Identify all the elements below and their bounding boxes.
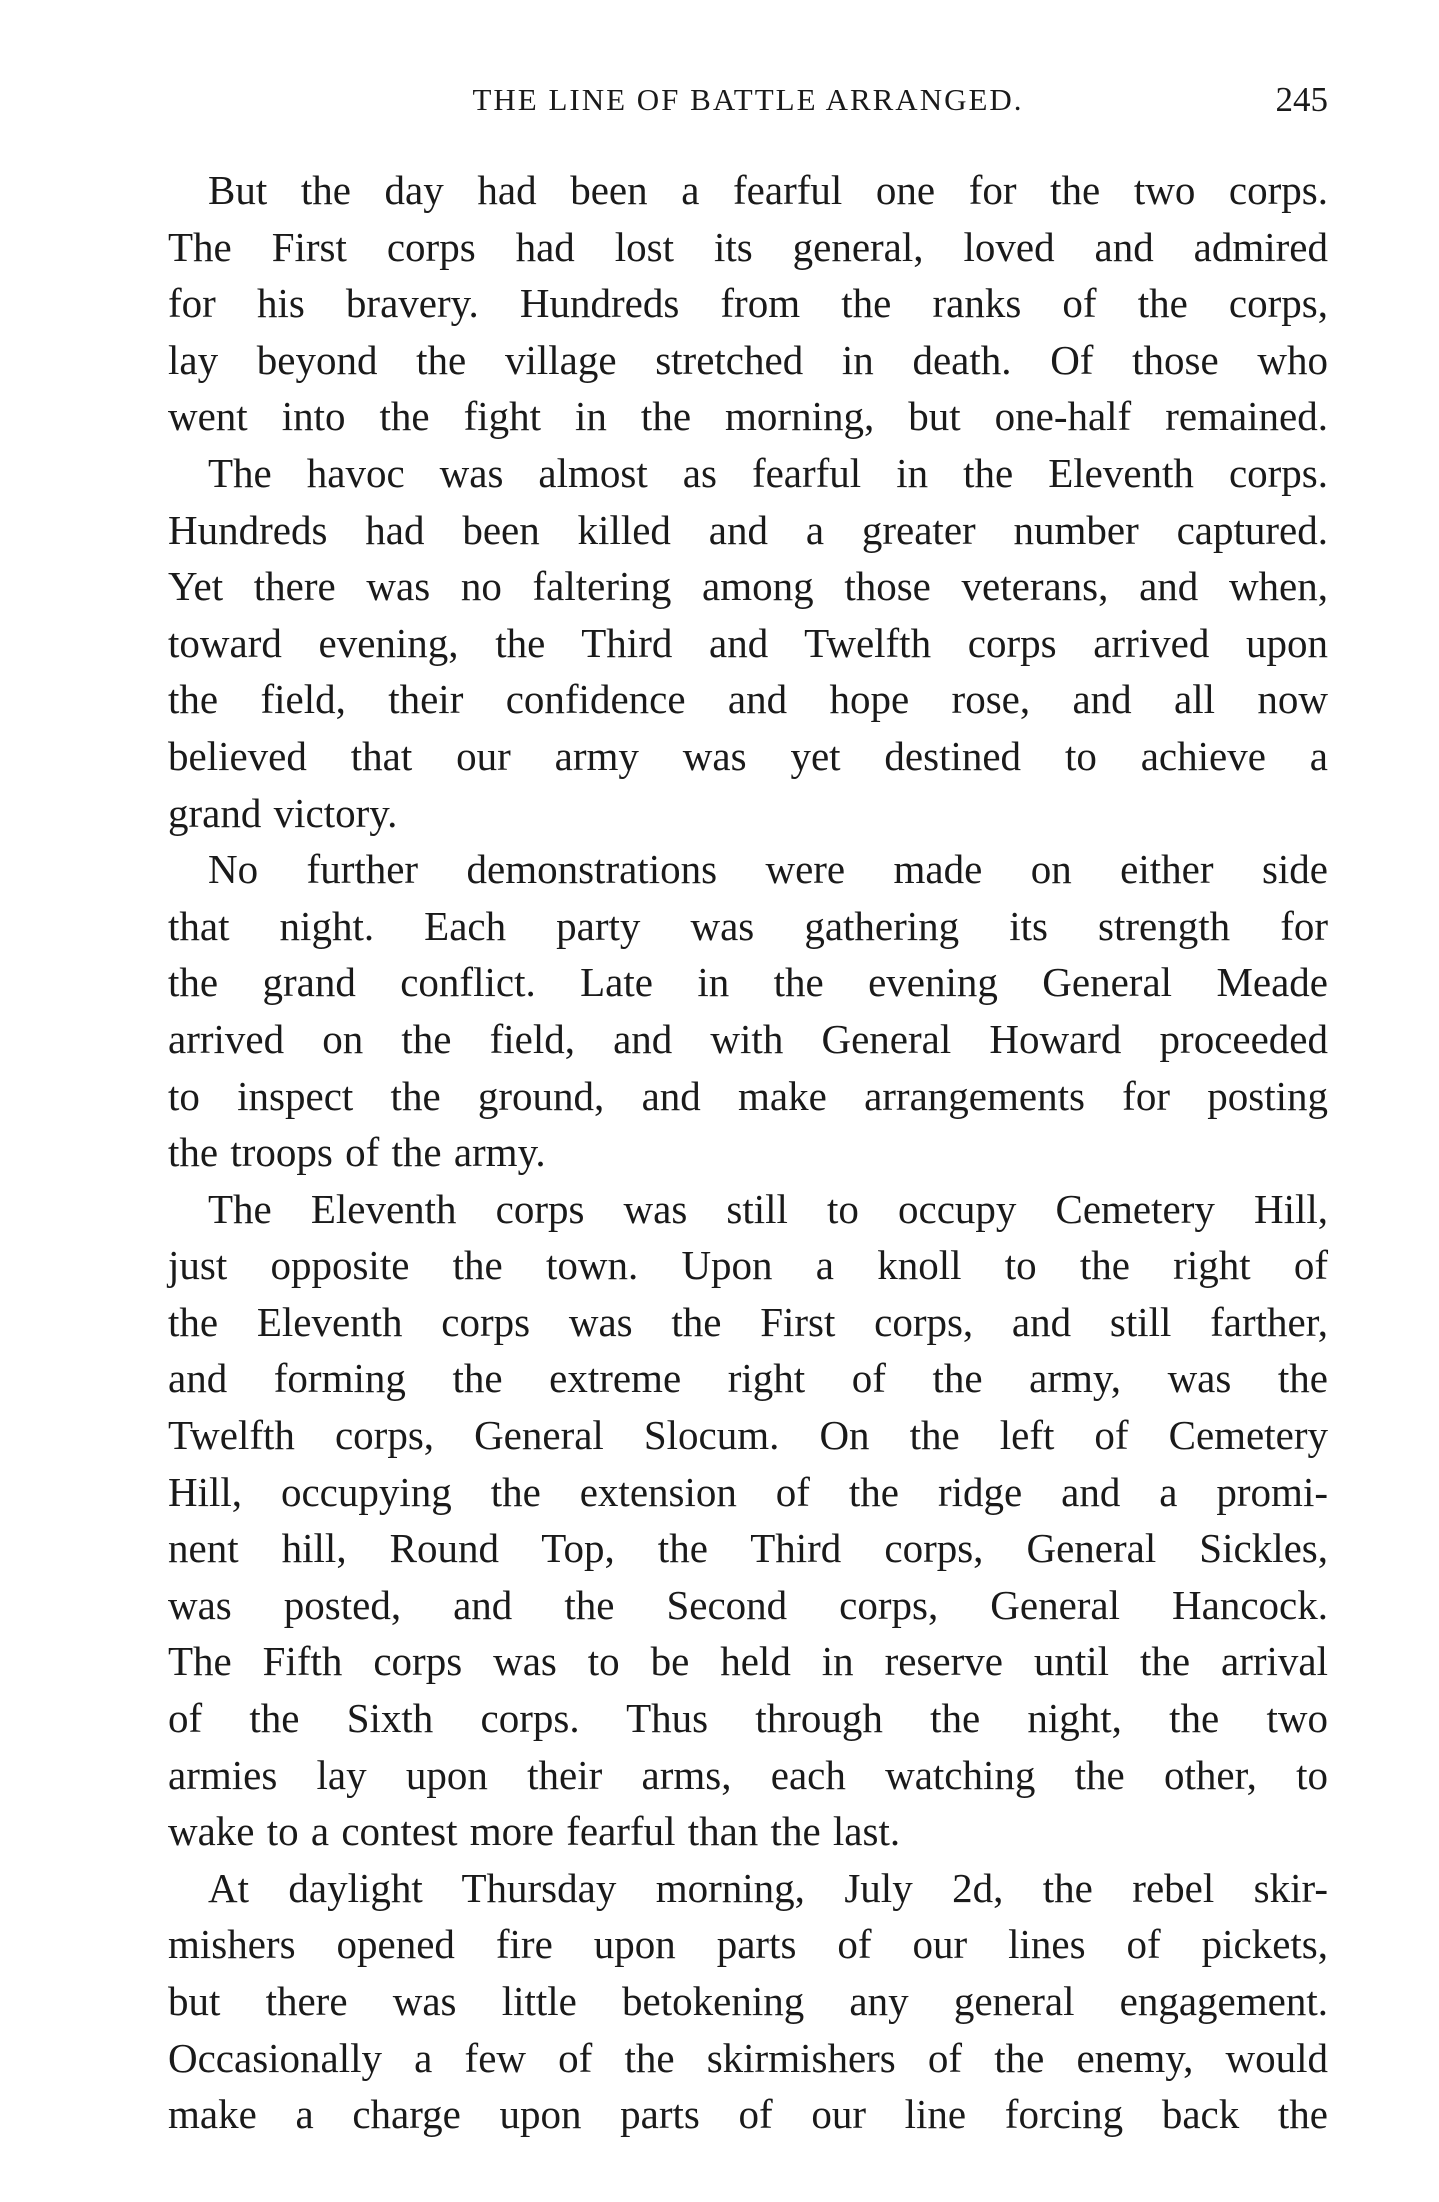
text-line: The Fifth corps was to be held in reserve until the arrival — [168, 1638, 1328, 1685]
text-line: Twelfth corps, General Slocum. On the left of Cemetery — [168, 1412, 1328, 1459]
text-line: but there was little betokening any general engagement. — [168, 1978, 1328, 2024]
paragraph — [168, 841, 1328, 1181]
text-line: was posted, and the Second corps, General Hancock. — [168, 1581, 1328, 1628]
page-number: 245 — [1275, 80, 1328, 119]
text-line: arrived on the field, and with General Howard proceeded — [168, 1015, 1328, 1062]
running-head — [168, 80, 1328, 120]
text-line: make a charge upon parts of our line forcing back the — [168, 2091, 1328, 2138]
text-line: mishers opened fire upon parts of our lines of pickets, — [168, 1921, 1328, 1968]
text-line: believed that our army was yet destined to achieve a — [168, 732, 1328, 779]
text-line: nent hill, Round Top, the Third corps, General Sickles, — [168, 1525, 1328, 1572]
text-line: lay beyond the village stretched in death. Of those who — [168, 336, 1328, 383]
text-line: the Eleventh corps was the First corps, and still farther, — [168, 1298, 1328, 1345]
text-line: But the day had been a fearful one for the two corps. — [208, 167, 1328, 213]
text-line: of the Sixth corps. Thus through the night, the two — [168, 1695, 1328, 1742]
text-line: went into the fight in the morning, but one-half remained. — [168, 393, 1328, 440]
text-line: armies lay upon their arms, each watching the other, to — [168, 1751, 1328, 1798]
text-line: the field, their confidence and hope rose, and all now — [168, 676, 1328, 723]
text-line: Hundreds had been killed and a greater number captured. — [168, 506, 1328, 553]
text-line: The Eleventh corps was still to occupy Cemetery Hill, — [208, 1185, 1328, 1232]
text-line: and forming the extreme right of the army, was the — [168, 1355, 1328, 1402]
paragraph — [168, 162, 1328, 445]
paragraph — [168, 1860, 1328, 2143]
text-line: At daylight Thursday morning, July 2d, the rebel skir- — [208, 1864, 1328, 1911]
text-line: The First corps had lost its general, loved and admired — [168, 223, 1328, 270]
text-line: grand victory. — [168, 789, 398, 836]
text-line: the troops of the army. — [168, 1129, 546, 1176]
paragraph — [168, 445, 1328, 841]
text-line: No further demonstrations were made on either side — [208, 846, 1328, 893]
text-line: to inspect the ground, and make arrangements for posting — [168, 1072, 1328, 1119]
text-line: Yet there was no faltering among those veterans, and when, — [168, 563, 1328, 610]
text-line: wake to a contest more fearful than the last. — [168, 1808, 901, 1855]
text-line: Occasionally a few of the skirmishers of the enemy, would — [168, 2034, 1328, 2081]
paragraph — [168, 1181, 1328, 1860]
text-line: The havoc was almost as fearful in the Eleventh corps. — [208, 449, 1328, 496]
text-line: just opposite the town. Upon a knoll to the right of — [168, 1242, 1328, 1289]
text-line: Hill, occupying the extension of the ridge and a promi- — [168, 1468, 1328, 1515]
text-line: that night. Each party was gathering its strength for — [168, 902, 1328, 949]
text-line: for his bravery. Hundreds from the ranks of the corps, — [168, 280, 1328, 327]
text-line: toward evening, the Third and Twelfth corps arrived upon — [168, 619, 1328, 666]
text-line: the grand conflict. Late in the evening General Meade — [168, 959, 1328, 1006]
running-title: THE LINE OF BATTLE ARRANGED. — [472, 82, 1024, 117]
body-text — [168, 162, 1328, 2143]
